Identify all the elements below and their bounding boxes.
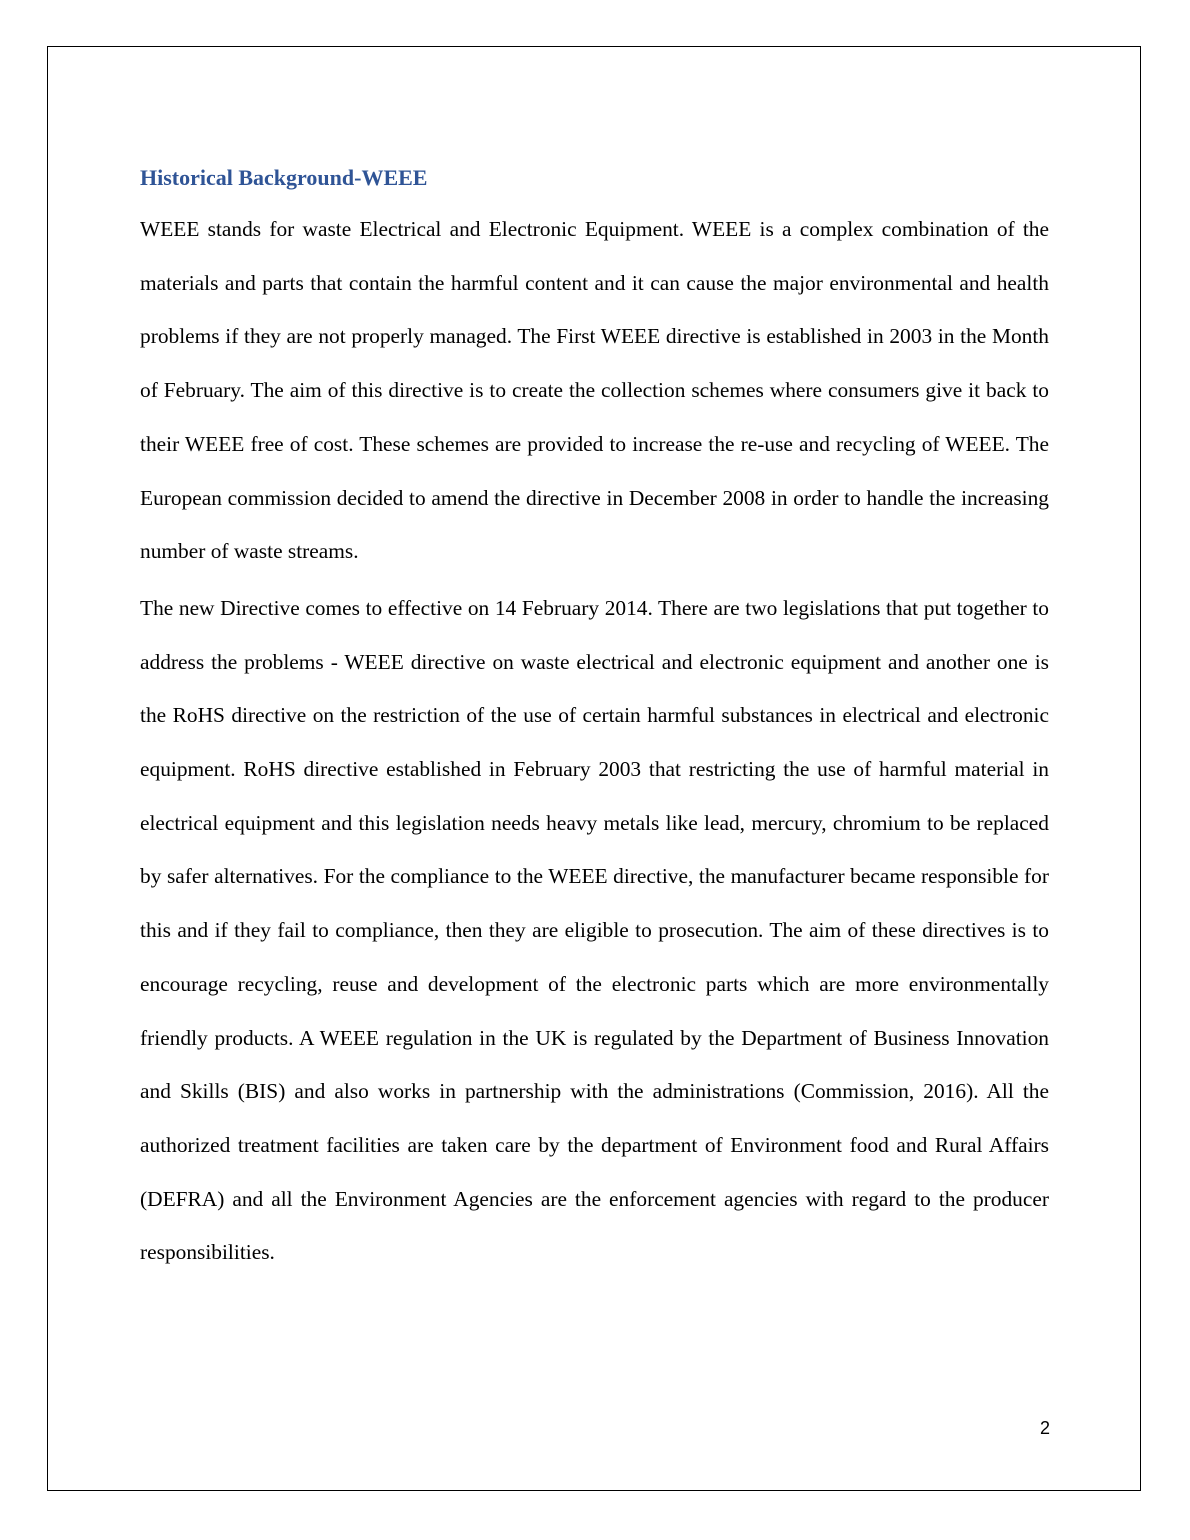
paragraph-new-directive: The new Directive comes to effective on 14 February 2014. There are two legislations that put together to address the problems - WEEE directive on waste electrical and electronic equipment and another one is the RoHS directive on the restriction of the use of certain harmful substances in electrical and electronic equipment. RoHS directive established in February 2003 that restricting the use of harmful material in electrical equipment and this legislation needs heavy metals like lead, mercury, chromium to be replaced by safer alternatives. For the compliance to the WEEE directive, the manufacturer became responsible for this and if they fail to compliance, then they are eligible to prosecution. The aim of these directives is to encourage recycling, reuse and development of the electronic parts which are more environmentally friendly products. A WEEE regulation in the UK is regulated by the Department of Business Innovation and Skills (BIS) and also works in partnership with the administrations (Commission, 2016). All the authorized treatment facilities are taken care by the department of Environment food and Rural Affairs (DEFRA) and all the Environment Agencies are the enforcement agencies with regard to the producer responsibilities. <box>140 595 1049 1265</box>
section-heading: Historical Background-WEEE <box>140 165 428 190</box>
paragraph-weee-intro: WEEE stands for waste Electrical and Electronic Equipment. WEEE is a complex combination of the materials and parts that contain the harmful content and it can cause the major environmental and health problems if they are not properly managed. The First WEEE directive is established in 2003 in the Month of February. The aim of this directive is to create the collection schemes where consumers give it back to their WEEE free of cost. These schemes are provided to increase the re-use and recycling of WEEE. The European commission decided to amend the directive in December 2008 in order to handle the increasing number of waste streams. <box>140 217 1049 564</box>
page-number: 2 <box>1039 1418 1050 1438</box>
document-body <box>140 160 1049 1280</box>
